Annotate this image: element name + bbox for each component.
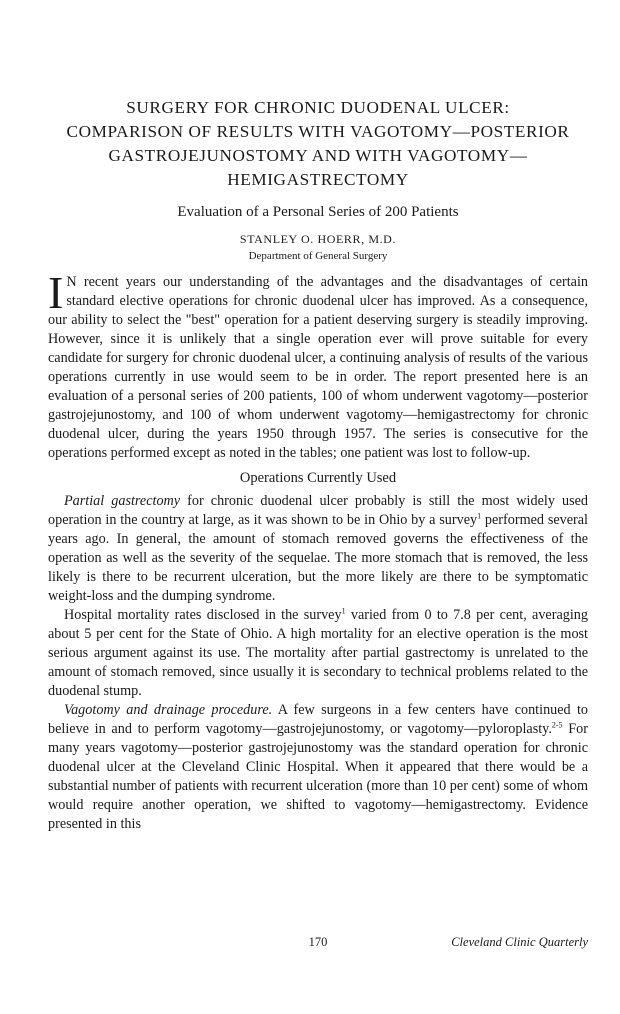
- reference-mark: 1: [341, 606, 346, 616]
- journal-name: Cleveland Clinic Quarterly: [451, 935, 588, 949]
- title-line: HEMIGASTRECTOMY: [227, 170, 409, 189]
- reference-mark: 1: [477, 511, 482, 521]
- paragraph-text: A few surgeons in a few centers have continued to believe in and to perform vagotomy—gastrojejunostomy, or vagotomy—pyloroplasty.: [48, 702, 588, 737]
- intro-paragraph: [48, 267, 588, 463]
- paragraph-text: Hospital mortality rates disclosed in the survey: [64, 607, 342, 623]
- paragraph-partial-gastrectomy: [48, 492, 588, 606]
- paragraph-lead: Partial gastrectomy: [64, 493, 181, 509]
- reference-mark: 2-5: [551, 720, 563, 730]
- paragraph-vagotomy: [48, 701, 588, 834]
- article-title: [48, 96, 588, 192]
- paragraph-mortality: [48, 606, 588, 701]
- page-number: 170: [308, 935, 328, 949]
- title-line: GASTROJEJUNOSTOMY AND WITH VAGOTOMY—: [108, 146, 528, 165]
- article-page: [48, 96, 588, 834]
- section-heading: Operations Currently Used: [239, 470, 397, 486]
- title-line: SURGERY FOR CHRONIC DUODENAL ULCER:: [126, 98, 510, 117]
- article-subtitle: Evaluation of a Personal Series of 200 Patients: [177, 204, 459, 220]
- intro-text: N recent years our understanding of the advantages and the disadvantages of certain standard elective operations for chronic duodenal ulcer has improved. As a consequence, our ability to select the "best" operation for a patient deserving surgery is steadily improving. However, since it is unlikely that a single operation ever will prove suitable for every candidate for surgery for chronic duodenal ulcer, a continuing analysis of results of the various operations currently in use would seem to be in order. The report presented here is an evaluation of a personal series of 200 patients, 100 of whom underwent vagotomy—posterior gastrojejunostomy, and 100 of whom underwent vagotomy—hemigastrectomy for chronic duodenal ulcer, during the years 1950 through 1957. The series is consecutive for the operations performed except as noted in the tables; one patient was lost to follow-up.: [48, 274, 588, 461]
- drop-cap: I: [48, 267, 64, 318]
- paragraph-lead: Vagotomy and drainage procedure.: [64, 702, 273, 718]
- paragraph-text: for chronic duodenal ulcer probably is still the most widely used operation in the country at large, as it was shown to be in Ohio by a survey: [48, 493, 588, 528]
- paragraph-text: varied from 0 to 7.8 per cent, averaging about 5 per cent for the State of Ohio. A high mortality for an elective operation is the most serious argument against its use. The mortality after partial gastrectomy is unrelated to the amount of stomach removed, since usually it is secondary to technical problems related to the duodenal stump.: [48, 607, 588, 699]
- paragraph-text: performed several years ago. In general, the amount of stomach removed governs the effectiveness of the operation as well as the severity of the sequelae. The more stomach that is removed, the less likely is there to be recurrent ulceration, but the more likely are there to be symptomatic weight-loss and the dumping syndrome.: [48, 512, 588, 604]
- paragraph-text: For many years vagotomy—posterior gastrojejunostomy was the standard operation for chronic duodenal ulcer at the Cleveland Clinic Hospital. When it appeared that there would be a substantial number of patients with recurrent ulceration (more than 10 per cent) some of whom would require another operation, we shifted to vagotomy—hemigastrectomy. Evidence presented in this: [48, 721, 588, 832]
- author-affiliation: Department of General Surgery: [248, 250, 388, 262]
- author-name: STANLEY O. HOERR, M.D.: [239, 232, 397, 246]
- title-line: COMPARISON OF RESULTS WITH VAGOTOMY—POSTERIOR: [66, 122, 570, 141]
